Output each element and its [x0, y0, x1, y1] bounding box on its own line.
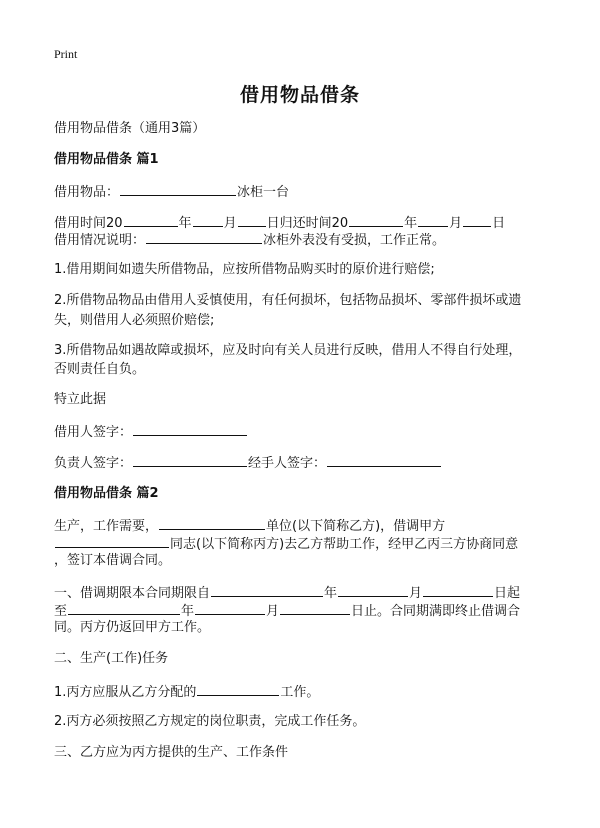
term-start-day-blank [423, 584, 493, 597]
status-blank [146, 231, 262, 244]
special-note: 特立此据 [54, 392, 107, 407]
clause-3-line-1: 3.所借物品如遇故障或损坏，应及时向有关人员进行反映，借用人不得自行处理， [54, 343, 522, 358]
assigned-work-blank [197, 683, 279, 696]
term-start-month-blank [338, 584, 408, 597]
return-time-label: 日归还时间20 [266, 216, 349, 231]
section-2-heading: 二、生产(工作)任务 [54, 651, 169, 666]
print-label[interactable]: Print [54, 47, 78, 61]
unit-blank [159, 517, 265, 530]
borrow-time-label: 借用时间20 [54, 216, 123, 231]
section-heading-1: 借用物品借条 篇1 [54, 152, 159, 167]
return-month-label: 月 [449, 216, 463, 231]
p2-line-1 [54, 517, 445, 535]
p2-line-2 [54, 535, 518, 553]
term-end-month-label: 月 [266, 604, 280, 619]
term-end-day-blank [280, 602, 350, 615]
handler-sign-label: 经手人签字： [248, 456, 327, 471]
return-year-label: 年 [404, 216, 418, 231]
status-line [54, 231, 445, 249]
clause-1: 1.借用期间如遗失所借物品，应按所借物品购买时的原价进行赔偿; [54, 262, 435, 277]
term-start-day-label: 日起 [494, 586, 521, 601]
day-blank [238, 214, 266, 227]
borrower-sign-line [54, 423, 248, 441]
term-start-year-label: 年 [324, 586, 338, 601]
item-value: 冰柜一台 [237, 185, 290, 200]
term-start-year-blank [211, 584, 323, 597]
term-end-year-blank [68, 602, 180, 615]
return-day-label: 日 [492, 216, 506, 231]
comrade-blank [55, 535, 169, 548]
borrower-sign-blank [133, 423, 247, 436]
month-blank [193, 214, 223, 227]
status-value: 冰柜外表没有受损，工作正常。 [263, 233, 446, 248]
document-subtitle: 借用物品借条（通用3篇） [54, 121, 206, 136]
borrower-sign-label: 借用人签字： [54, 425, 133, 440]
responsible-sign-blank [133, 454, 247, 467]
p2-text-a: 生产，工作需要， [54, 519, 159, 534]
term-line-2 [54, 602, 520, 620]
term-end-year-label: 年 [181, 604, 195, 619]
task-1-text-b: 工作。 [280, 685, 320, 700]
term-end-day-label: 日止。合同期满即终止借调合 [351, 604, 521, 619]
handler-sign-blank [327, 454, 441, 467]
term-line-3: 同。丙方仍返回甲方工作。 [54, 620, 211, 635]
clause-2-line-1: 2.所借物品物品由借用人妥慎使用，有任何损坏，包括物品损坏、零部件损坏或遗 [54, 293, 522, 308]
item-label: 借用物品： [54, 185, 120, 200]
term-label: 一、借调期限本合同期限自 [54, 586, 211, 601]
term-line-1 [54, 584, 520, 602]
return-month-blank [418, 214, 448, 227]
return-day-blank [463, 214, 491, 227]
task-1-text-a: 1.丙方应服从乙方分配的 [54, 685, 197, 700]
borrow-date-line [54, 214, 505, 232]
term-start-month-label: 月 [409, 586, 423, 601]
section-3-heading: 三、乙方应为丙方提供的生产、工作条件 [54, 745, 289, 760]
responsible-sign-line [54, 454, 442, 472]
return-year-blank [349, 214, 403, 227]
borrowed-item-line [54, 183, 289, 201]
task-2-line: 2.丙方必须按照乙方规定的岗位职责，完成工作任务。 [54, 714, 366, 729]
section-heading-2: 借用物品借条 篇2 [54, 486, 159, 501]
year-label: 年 [178, 216, 192, 231]
item-blank [120, 183, 236, 196]
p2-line-3: ，签订本借调合同。 [54, 553, 172, 568]
status-label: 借用情况说明： [54, 233, 146, 248]
month-label: 月 [223, 216, 237, 231]
clause-2-line-2: 失，则借用人必须照价赔偿; [54, 313, 215, 328]
responsible-sign-label: 负责人签字： [54, 456, 133, 471]
p2-text-c: 同志(以下简称丙方)去乙方帮助工作，经甲乙丙三方协商同意 [170, 537, 519, 552]
clause-3-line-2: 否则责任自负。 [54, 362, 146, 377]
term-to-label: 至 [54, 604, 68, 619]
year-blank [124, 214, 178, 227]
p2-text-b: 单位(以下简称乙方)，借调甲方 [266, 519, 446, 534]
term-end-month-blank [195, 602, 265, 615]
task-1-line [54, 683, 319, 701]
document-title: 借用物品借条 [239, 84, 360, 106]
